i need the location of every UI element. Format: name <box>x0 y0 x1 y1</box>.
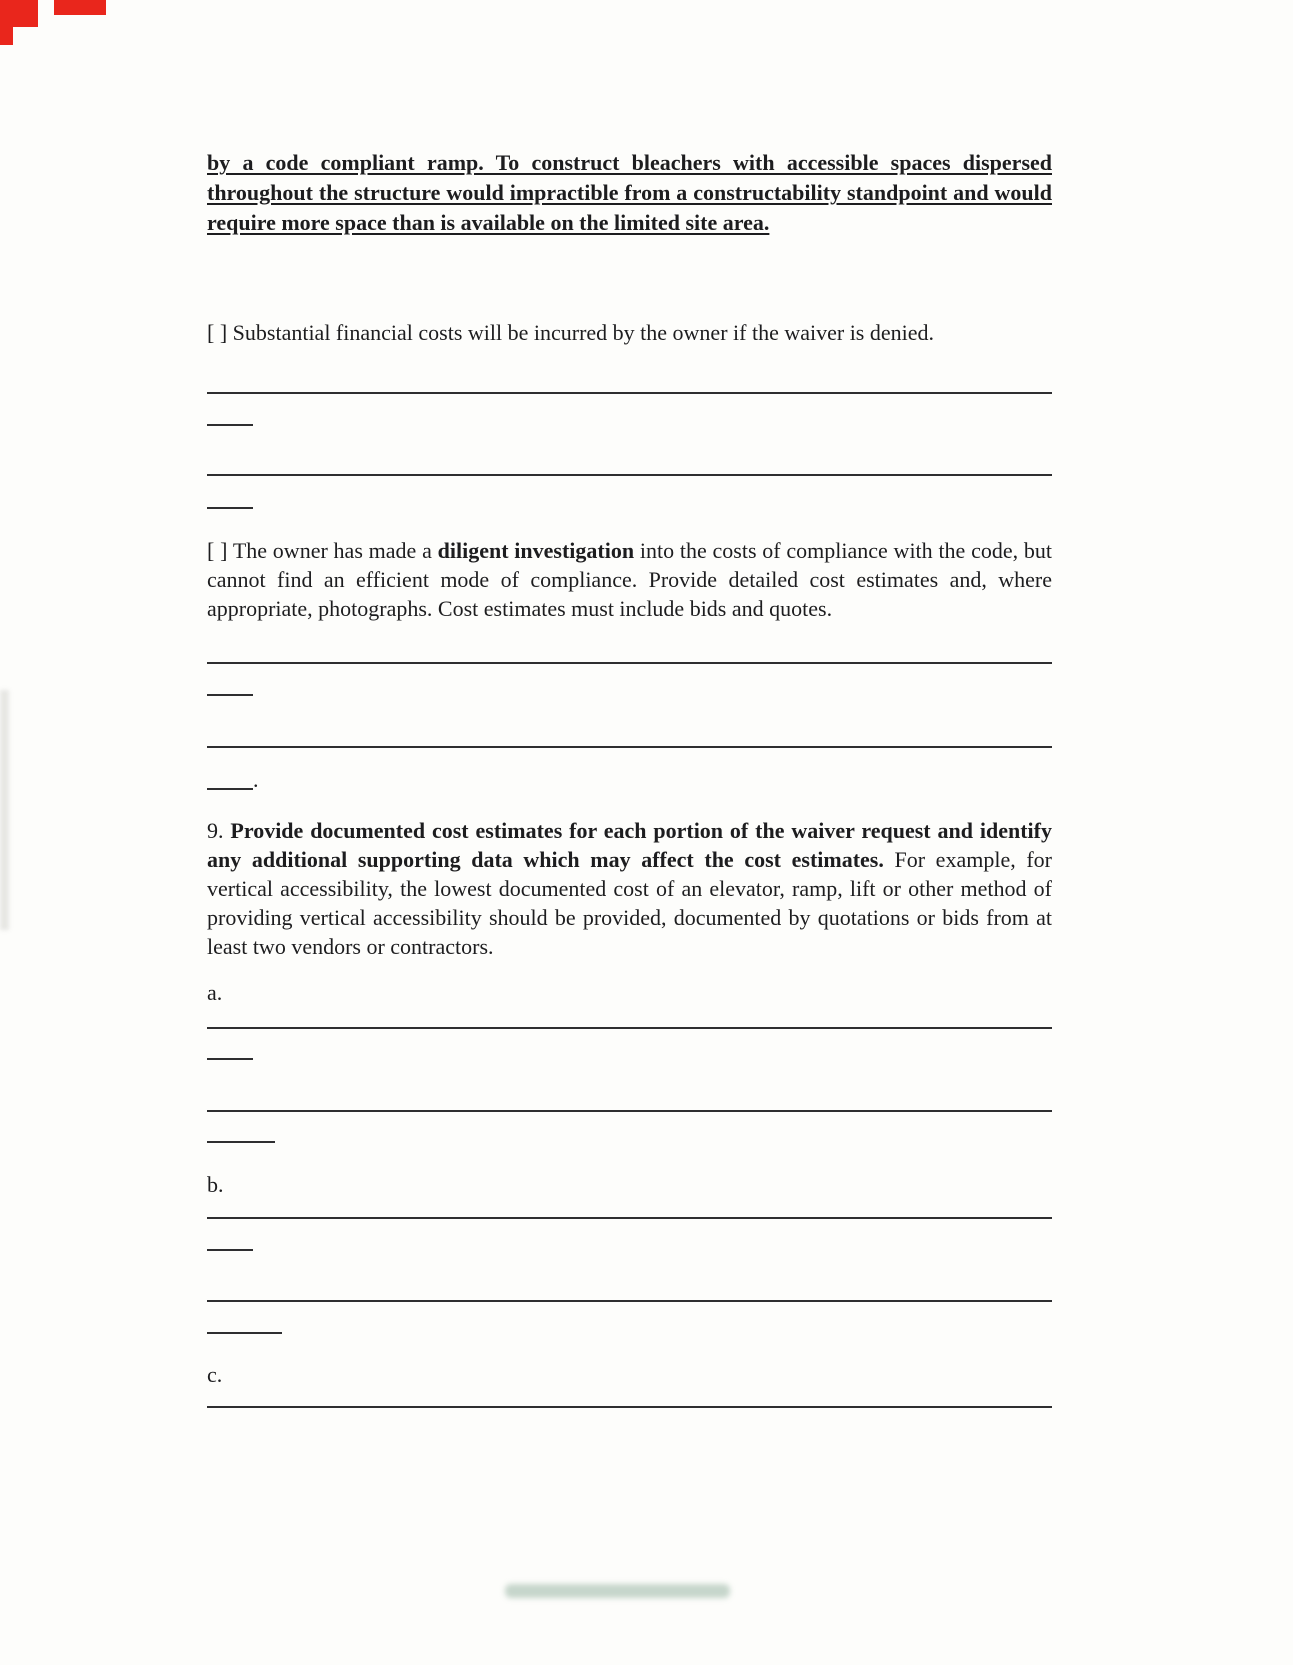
blank-line-long <box>207 1027 1052 1029</box>
list-label-a: a. <box>207 980 223 1005</box>
blank-line-short-with-period <box>207 767 1052 792</box>
checkbox-empty: [ ] <box>207 320 228 345</box>
scan-red-mark <box>0 27 13 45</box>
scan-red-mark <box>54 0 106 15</box>
scan-red-mark <box>0 0 38 27</box>
blank-line-long <box>207 1217 1052 1219</box>
blank-line-long <box>207 1406 1052 1408</box>
checkbox-item-diligent <box>207 536 1052 623</box>
blank-line-short <box>207 507 253 509</box>
blank-line-short <box>207 424 253 426</box>
list-label-c: c. <box>207 1362 223 1387</box>
blank-line-long <box>207 474 1052 476</box>
checkbox-item-text-suffix: into the costs of compliance with the code, but cannot find an efficient mode of compliance. Provide detailed cost estimates and, where appropriate, photographs. Cost estimates must include bids and quotes. <box>207 538 1053 621</box>
checkbox-item-financial <box>207 318 1052 347</box>
blank-line-short <box>207 774 253 790</box>
bold-phrase: diligent investigation <box>437 538 635 563</box>
item-9-paragraph <box>207 816 1052 961</box>
blank-line-short <box>207 1332 282 1334</box>
scan-edge-smudge <box>0 690 9 930</box>
blank-line-long <box>207 746 1052 748</box>
item-number: 9. <box>207 818 224 843</box>
blank-line-long <box>207 392 1052 394</box>
item-9-rest-text: For example, for vertical accessibility, the lowest documented cost of an elevator, ramp, lift or other method of providing vertical accessibility should be provided, documented by quotations or bids from at least two vendors or contractors. <box>207 847 1052 959</box>
item-9-bold-text: Provide documented cost estimates for each portion of the waiver request and identify any additional supporting data which may affect the cost estimates. <box>207 818 1052 872</box>
blank-line-short <box>207 694 253 696</box>
period-text: . <box>253 767 259 792</box>
checkbox-empty: [ ] <box>207 538 228 563</box>
list-label-b: b. <box>207 1172 224 1197</box>
blank-line-long <box>207 1110 1052 1112</box>
page-content <box>207 0 1052 1408</box>
blank-line-short <box>207 1141 275 1143</box>
blank-line-long <box>207 662 1052 664</box>
checkbox-item-text-prefix: The owner has made a <box>232 538 438 563</box>
blank-line-long <box>207 1300 1052 1302</box>
checkbox-item-text: Substantial financial costs will be incurred by the owner if the waiver is denied. <box>232 320 935 345</box>
carryover-statement: by a code compliant ramp. To construct bleachers with accessible spaces dispersed throughout the structure would impractible from a constructability standpoint and would require more space than is available on the limited site area. <box>207 150 1052 235</box>
blank-line-short <box>207 1249 253 1251</box>
scan-artifact-bottom <box>505 1584 730 1598</box>
blank-line-short <box>207 1058 253 1060</box>
